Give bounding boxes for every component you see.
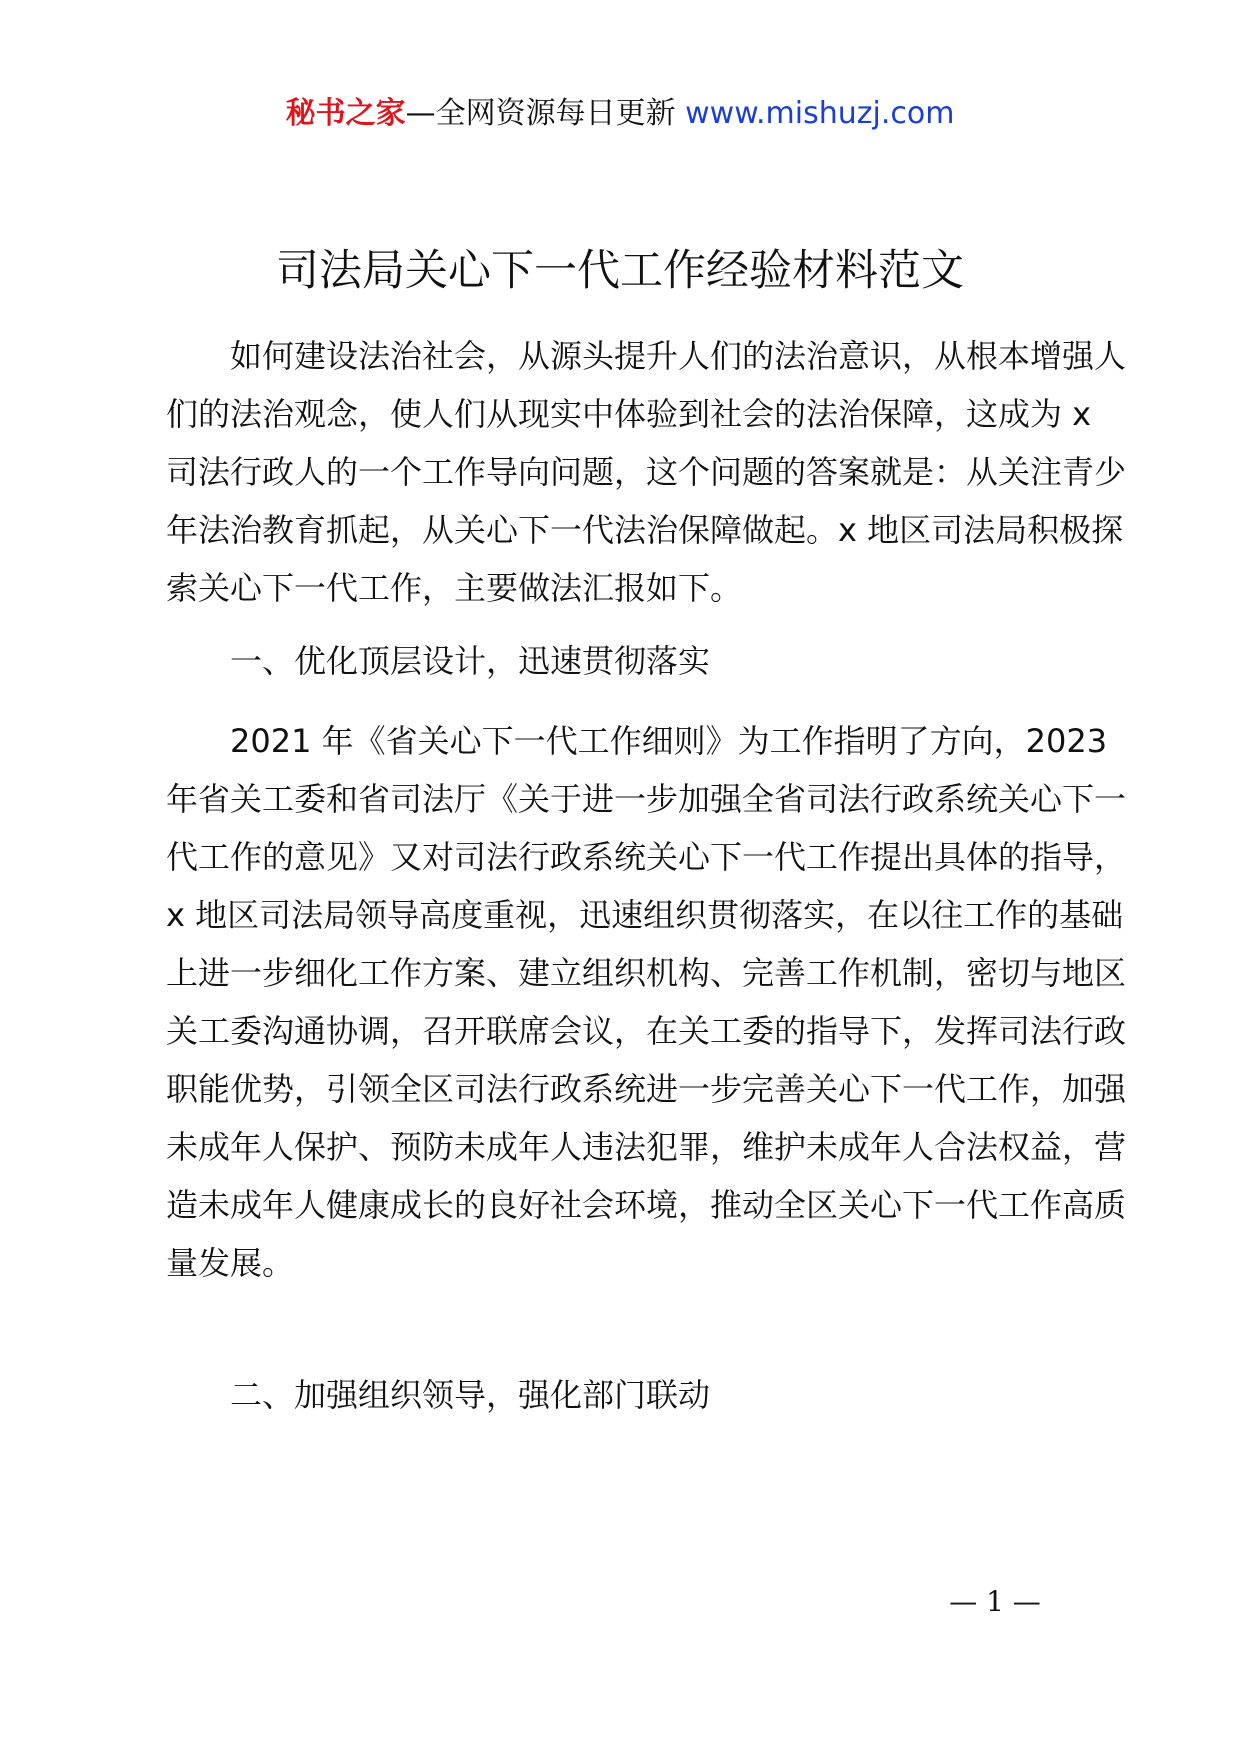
section-heading-2: 二、加强组织领导，强化部门联动 bbox=[230, 1376, 711, 1414]
document-title: 司法局关心下一代工作经验材料范文 bbox=[276, 246, 964, 296]
banner-brand: 秘书之家 bbox=[285, 96, 406, 131]
section-heading-1: 一、优化顶层设计，迅速贯彻落实 bbox=[230, 642, 711, 680]
paragraph-section-1: 2021 年《省关心下一代工作细则》为工作指明了方向，2023 年省关工委和省司法厅《关于进一步加强全省司法行政系统关心下一代工作的意见》又对司法行政系统关心下一代工作提出具体的指导，x 地区司法局领导高度重视，迅速组织贯彻落实，在以往工作的基础上进一步细化工作方案、建立组织机构、完善工作机制，密切与地区关工委沟通协调，召开联席会议，在关工委的指导下，发挥司法行政职能优势，引领全区司法行政系统进一步完善关心下一代工作，加强未成年人保护、预防未成年人违法犯罪，维护未成年人合法权益，营造未成年人健康成长的良好社会环境，推动全区关心下一代工作高质量发展。 bbox=[166, 722, 1127, 1282]
banner-url-link[interactable]: www.mishuzj.com bbox=[685, 96, 955, 131]
paragraph-intro: 如何建设法治社会，从源头提升人们的法治意识，从根本增强人们的法治观念，使人们从现实中体验到社会的法治保障，这成为 x 司法行政人的一个工作导向问题，这个问题的答案就是：从关注青少年法治教育抓起，从关心下一代法治保障做起。x 地区司法局积极探索关心下一代工作，主要做法汇报如下。 bbox=[166, 337, 1127, 607]
page-number: — 1 — bbox=[949, 1585, 1041, 1618]
site-banner bbox=[0, 94, 1240, 134]
banner-tagline: —全网资源每日更新 bbox=[405, 96, 686, 131]
